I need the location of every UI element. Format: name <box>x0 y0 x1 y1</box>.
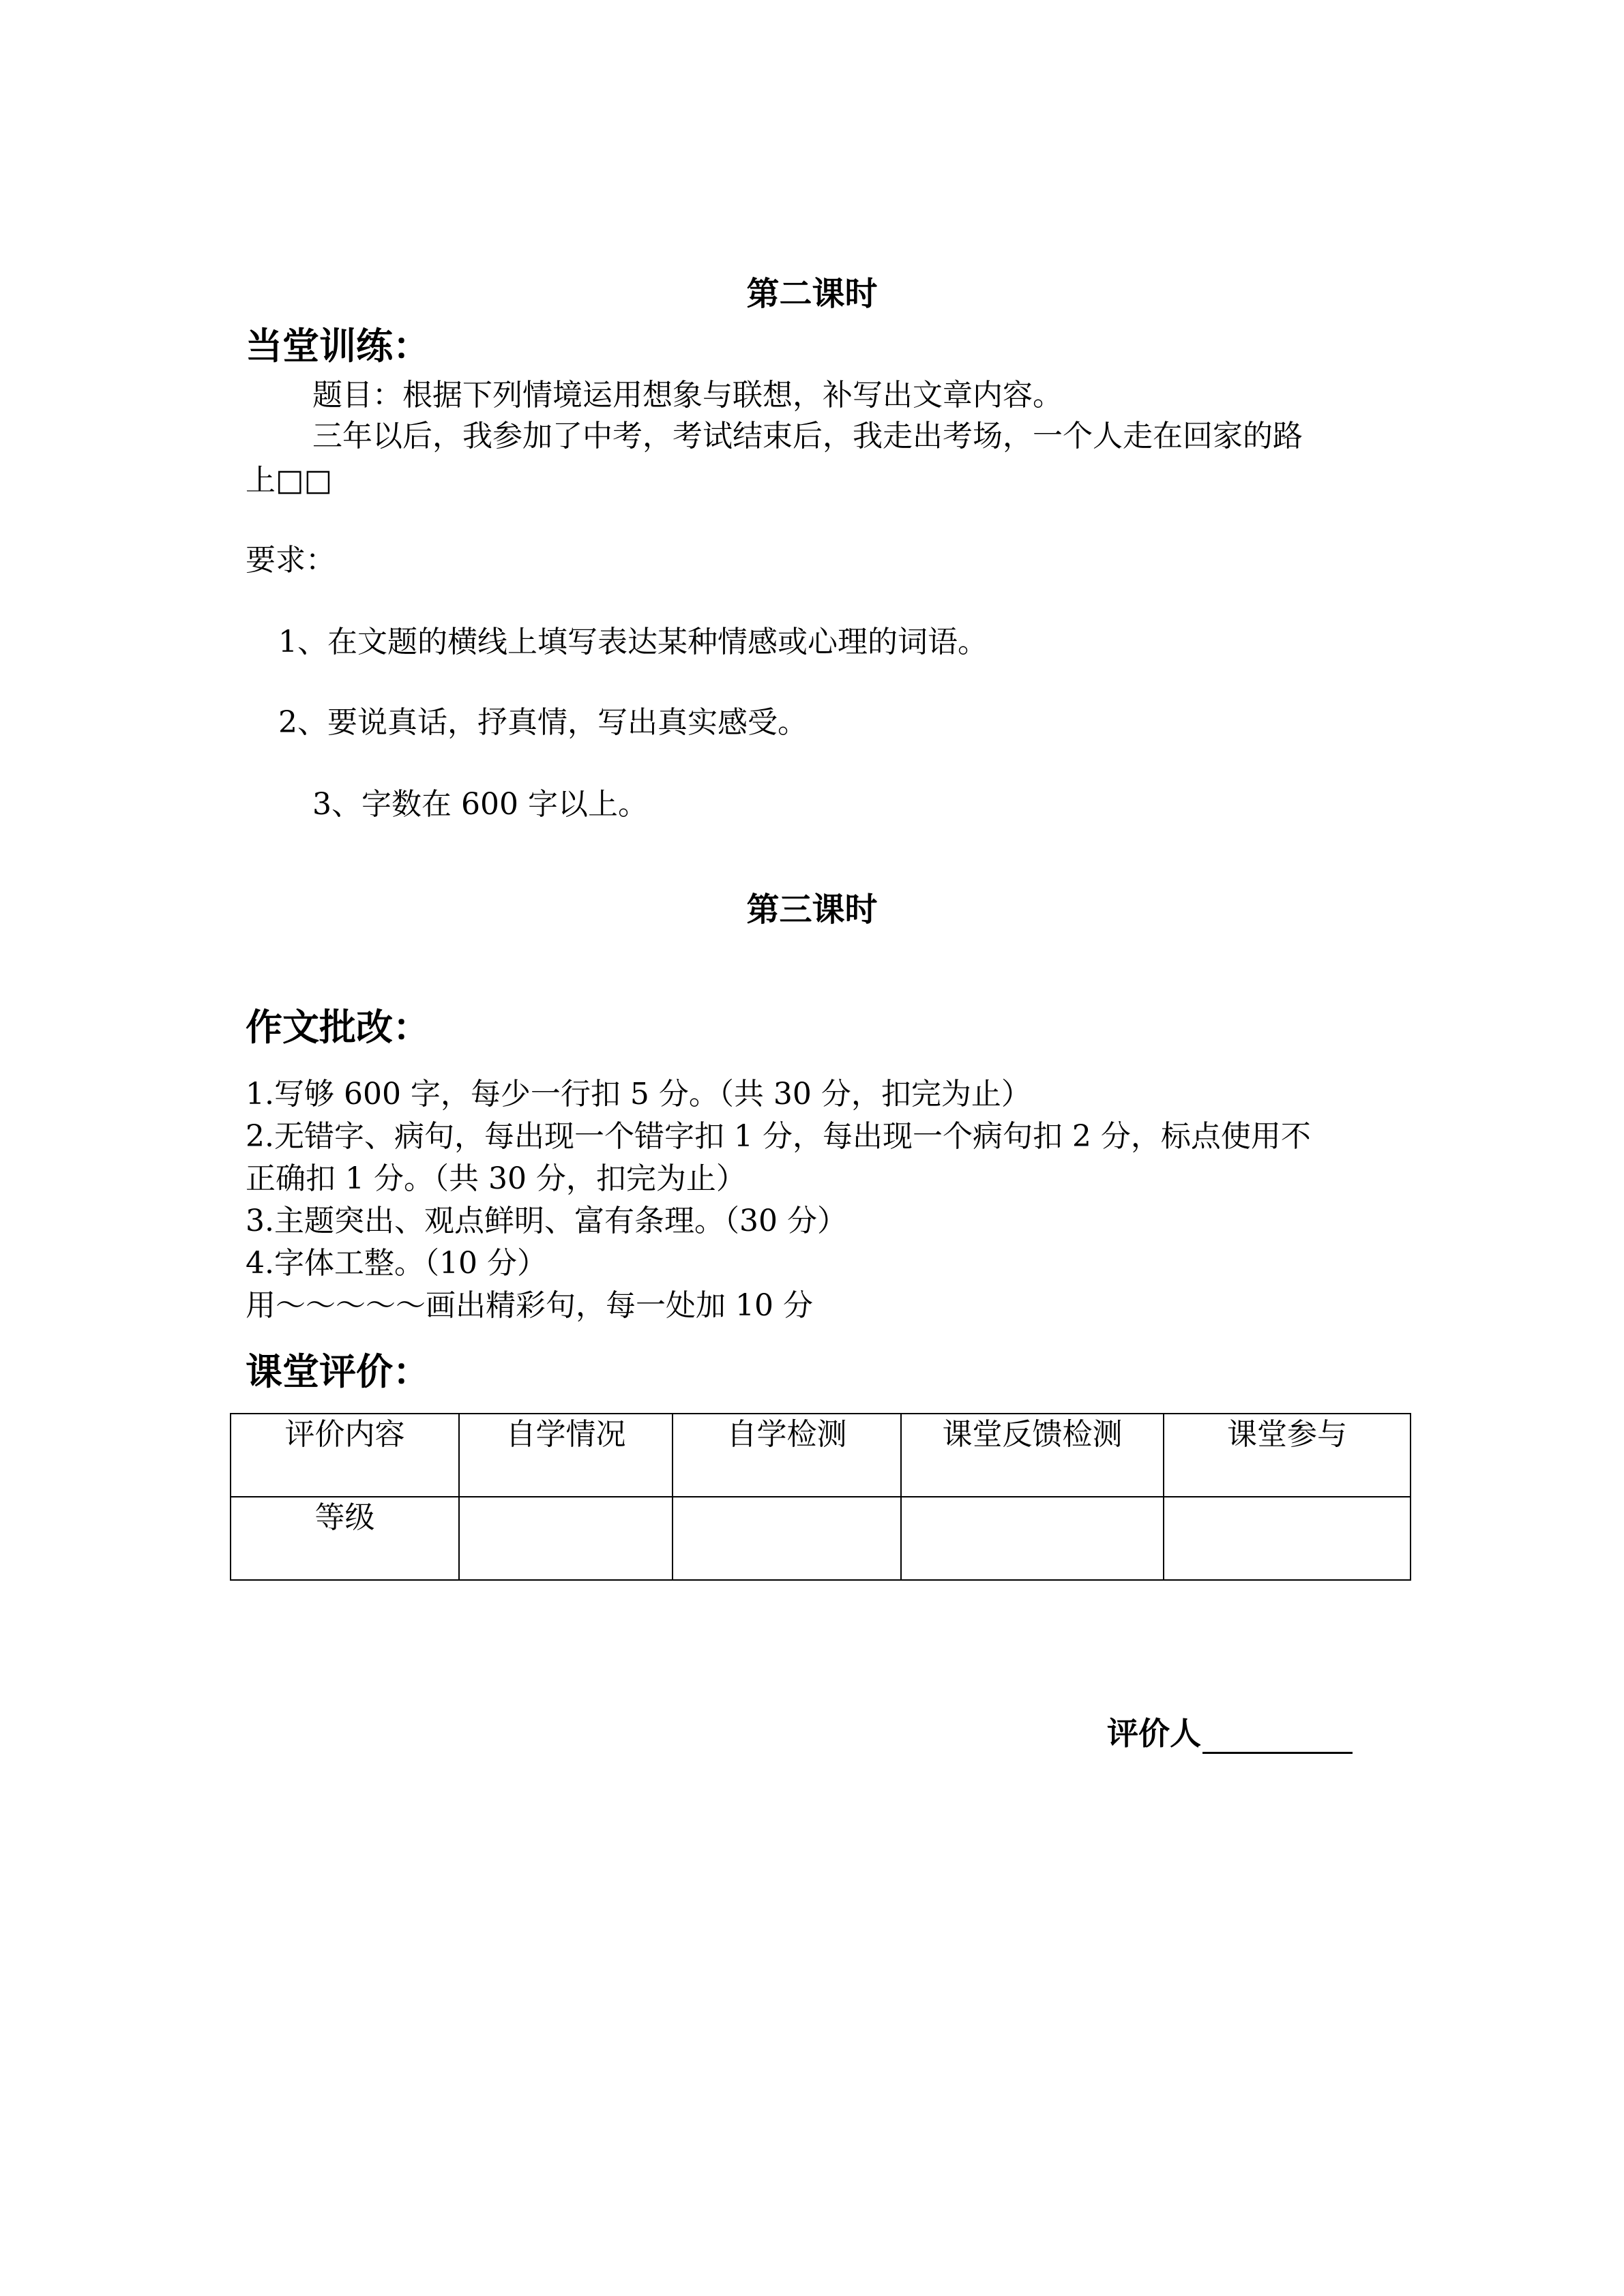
header-cell-content: 评价内容 <box>231 1414 459 1497</box>
lesson3-title: 第三课时 <box>746 891 878 929</box>
grading-line-1: 1.写够 600 字，每少一行扣 5 分。（共 30 分，扣完为止） <box>246 1077 1031 1112</box>
practice-heading: 当堂训练： <box>246 325 430 368</box>
header-cell-self-study: 自学情况 <box>459 1414 673 1497</box>
grading-line-6: 用～～～～～画出精彩句，每一处加 10 分 <box>246 1288 813 1323</box>
evaluation-table <box>230 1413 1411 1581</box>
requirement-item-3: 3、字数在 600 字以上。 <box>312 787 648 822</box>
evaluator-label: 评价人 <box>1107 1715 1201 1752</box>
requirement-item-1: 1、在文题的横线上填写表达某种情感或心理的词语。 <box>278 625 988 659</box>
header-cell-self-test: 自学检测 <box>673 1414 901 1497</box>
header-cell-feedback-test: 课堂反馈检测 <box>901 1414 1164 1497</box>
prompt-line: 题目：根据下列情境运用想象与联想，补写出文章内容。 <box>312 378 1063 413</box>
scenario-line-2: 上□□ <box>246 463 333 498</box>
grade-cell-self-test[interactable] <box>673 1497 901 1580</box>
grading-heading: 作文批改： <box>246 1006 430 1049</box>
grading-line-3: 正确扣 1 分。（共 30 分，扣完为止） <box>246 1161 746 1196</box>
requirement-item-2: 2、要说真话，抒真情，写出真实感受。 <box>278 705 808 740</box>
evaluation-heading: 课堂评价： <box>246 1350 430 1393</box>
grade-cell-participation[interactable] <box>1164 1497 1411 1580</box>
table-grade-row <box>231 1497 1411 1580</box>
evaluator-signature <box>1107 1713 1353 1754</box>
header-cell-participation: 课堂参与 <box>1164 1414 1411 1497</box>
grading-line-4: 3.主题突出、观点鲜明、富有条理。（30 分） <box>246 1204 847 1238</box>
lesson2-title: 第二课时 <box>746 275 878 313</box>
grading-line-2: 2.无错字、病句，每出现一个错字扣 1 分，每出现一个病句扣 2 分，标点使用不 <box>246 1119 1311 1154</box>
grade-label-cell: 等级 <box>231 1497 459 1580</box>
requirements-label: 要求： <box>246 543 336 578</box>
scenario-line-1: 三年以后，我参加了中考，考试结束后，我走出考场，一个人走在回家的路 <box>312 419 1303 453</box>
table-header-row <box>231 1414 1411 1497</box>
grade-cell-feedback-test[interactable] <box>901 1497 1164 1580</box>
evaluator-blank-line[interactable] <box>1202 1719 1353 1754</box>
grade-cell-self-study[interactable] <box>459 1497 673 1580</box>
grading-line-5: 4.字体工整。（10 分） <box>246 1246 547 1281</box>
